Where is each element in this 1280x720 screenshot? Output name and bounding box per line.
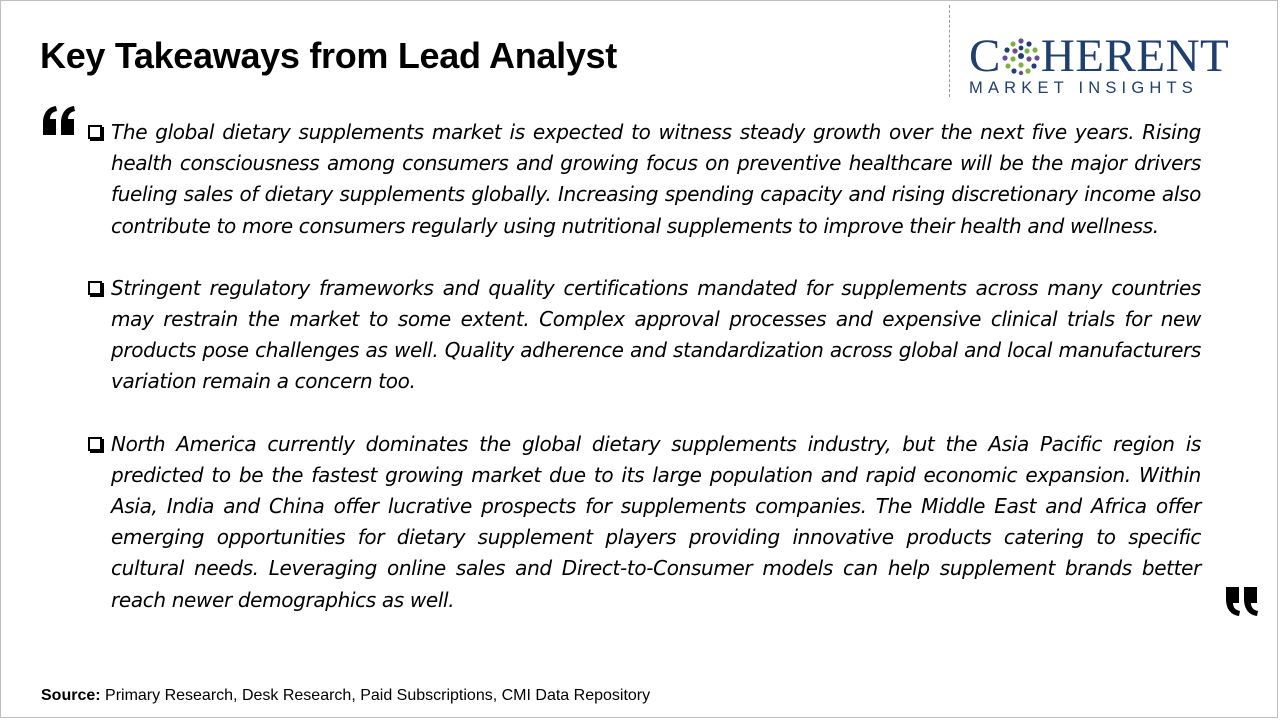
logo-letter-c: C — [969, 30, 1001, 82]
logo-tagline: MARKET INSIGHTS — [969, 79, 1198, 97]
logo-divider — [949, 5, 950, 97]
checkbox-bullet-icon — [88, 281, 102, 295]
page-title: Key Takeaways from Lead Analyst — [40, 35, 617, 76]
takeaway-text: North America currently dominates the global dietary supplements industry, but the Asia Pacific region is predicted to be the fastest growing market due to its large population and rapid economic expansion. Within Asia, India and China offer lucrative prospects for supplements companies. The Middle East and Africa offer emerging opportunities for dietary supplement players providing innovative products catering to specific cultural needs. Leveraging online sales and Direct-to-Consumer models can help supplement brands better reach newer demographics as well. — [111, 431, 1201, 612]
logo-letters-herent: HERENT — [1040, 30, 1230, 82]
company-logo — [969, 31, 1261, 99]
takeaway-list — [88, 117, 1201, 647]
open-quote-icon — [41, 105, 77, 137]
list-item — [88, 117, 1201, 242]
checkbox-bullet-icon — [88, 125, 102, 139]
close-quote-icon — [1224, 585, 1260, 617]
logo-wordmark — [969, 31, 1261, 81]
checkbox-bullet-icon — [88, 437, 102, 451]
source-text: Primary Research, Desk Research, Paid Subscriptions, CMI Data Repository — [100, 687, 651, 704]
takeaway-text: Stringent regulatory frameworks and quality certifications mandated for supplements across many countries may restrain the market to some extent. Complex approval processes and expensive clinical trials for new products pose challenges as well. Quality adherence and standardization across global and local manufacturers variation remain a concern too. — [111, 275, 1201, 394]
list-item — [88, 429, 1201, 616]
logo-dots-icon — [1002, 37, 1040, 75]
source-note — [41, 687, 650, 705]
takeaway-text: The global dietary supplements market is expected to witness steady growth over the next five years. Rising health consciousness among consumers and growing focus on preventive healthcare will be the major drivers fueling sales of dietary supplements globally. Increasing spending capacity and rising discretionary income also contribute to more consumers regularly using nutritional supplements to improve their health and wellness. — [111, 120, 1201, 238]
list-item — [88, 273, 1201, 398]
source-label: Source: — [41, 687, 101, 704]
